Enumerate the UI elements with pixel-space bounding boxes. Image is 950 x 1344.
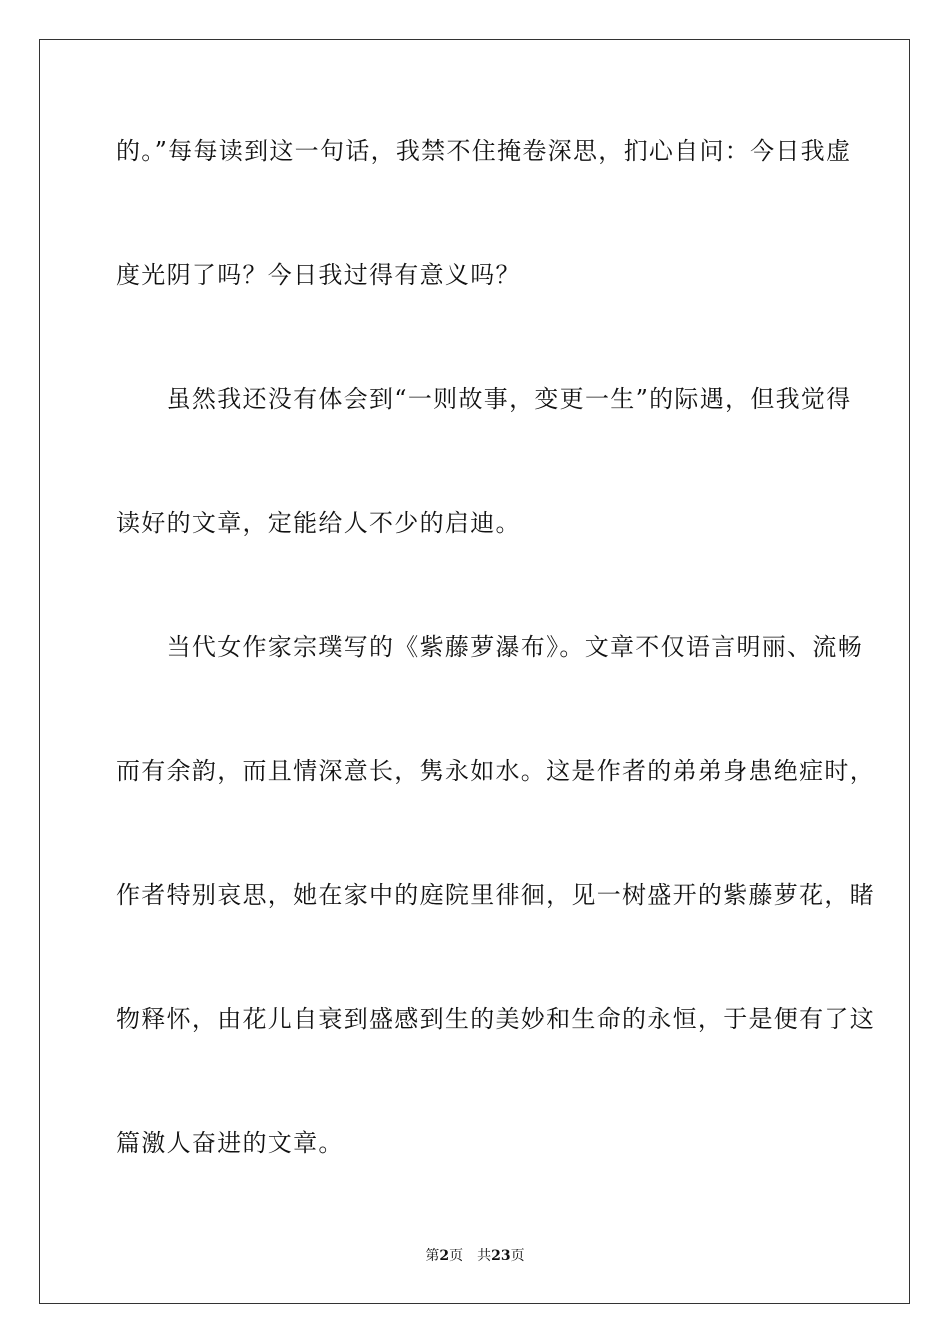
text-line-9: 篇激人奋进的文章。 <box>116 1129 344 1157</box>
text-line-1: 的。”每每读到这一句话，我禁不住掩卷深思，扪心自问：今日我虚 <box>116 137 852 165</box>
text-line-6: 而有余韵，而且情深意长，隽永如水。这是作者的弟弟身患绝症时， <box>116 757 875 785</box>
text-line-7: 作者特别哀思，她在家中的庭院里徘徊，见一树盛开的紫藤萝花，睹 <box>116 881 875 909</box>
text-line-3: 虽然我还没有体会到“一则故事，变更一生”的际遇，但我觉得 <box>116 385 852 413</box>
page-footer <box>0 1246 950 1266</box>
text-line-8: 物释怀，由花儿自衰到盛感到生的美妙和生命的永恒，于是便有了这 <box>116 1005 875 1033</box>
text-line-4: 读好的文章，定能给人不少的启迪。 <box>116 509 521 537</box>
page-frame <box>39 39 910 1304</box>
total-suffix: 页 <box>510 1248 525 1264</box>
page-prefix: 第 <box>425 1248 440 1264</box>
total-pages: 23 <box>491 1248 511 1264</box>
text-line-2: 度光阴了吗？今日我过得有意义吗？ <box>116 261 521 289</box>
page-suffix: 页 <box>449 1248 464 1264</box>
text-line-5: 当代女作家宗璞写的《紫藤萝瀑布》。文章不仅语言明丽、流畅 <box>116 633 863 661</box>
total-prefix: 共 <box>477 1248 492 1264</box>
page-number: 2 <box>439 1248 450 1264</box>
